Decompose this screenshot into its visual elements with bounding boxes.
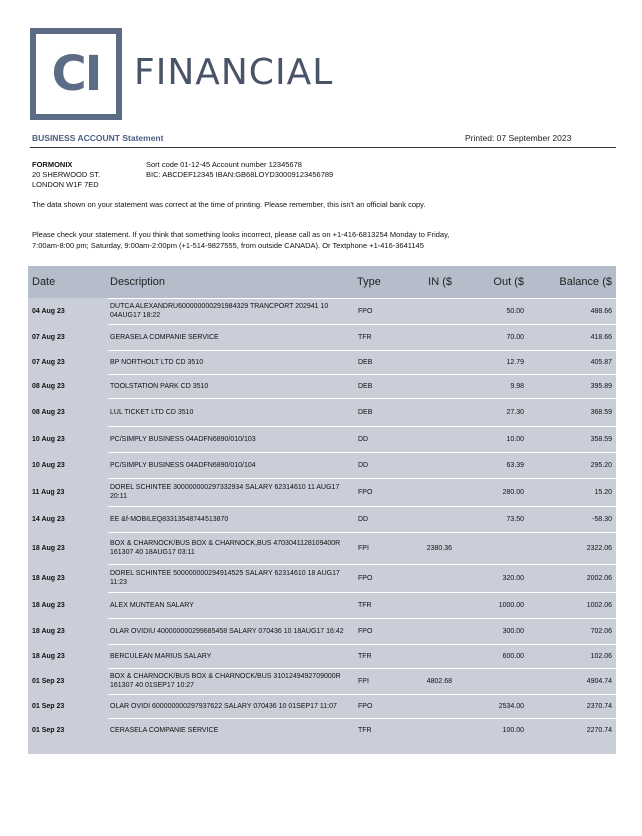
row-type: DEB [358, 409, 373, 416]
row-separator [108, 398, 616, 399]
table-row [28, 718, 616, 742]
row-date: 10 Aug 23 [32, 436, 65, 443]
row-description: TOOLSTATION PARK CD 3510 [110, 383, 209, 390]
header-balance: Balance ($ [559, 276, 612, 288]
logo-mark-text: CI [51, 46, 101, 102]
row-description: GERASELA COMPANIE SERVICE [110, 334, 219, 341]
row-balance: 2002.06 [586, 575, 612, 582]
row-description: DOREL SCHINTEE 500000000294914525 SALARY 62314610 18 AUG17 11:23 [110, 570, 340, 586]
row-out: 1000.00 [498, 602, 524, 609]
row-out: 70.00 [506, 334, 524, 341]
row-out: 100.00 [502, 727, 524, 734]
row-balance: 2270.74 [586, 727, 612, 734]
row-separator [108, 350, 616, 351]
row-type: DD [358, 516, 369, 523]
row-balance: 102.06 [590, 653, 612, 660]
row-separator [108, 506, 616, 507]
table-row [28, 298, 616, 324]
row-out: 50.00 [506, 308, 524, 315]
row-type: FPO [358, 575, 373, 582]
row-date: 01 Sep 23 [32, 678, 65, 685]
row-description: DUTCA ALEXANDRU600000000291984329 TRANCPORT 202941 10 04AUG17 18:22 [110, 303, 329, 319]
header-description: Description [110, 276, 166, 288]
row-balance: 1002.06 [586, 602, 612, 609]
table-row [28, 324, 616, 350]
row-date: 01 Sep 23 [32, 703, 65, 710]
row-balance: 368.59 [590, 409, 612, 416]
logo-mark [30, 28, 122, 120]
row-balance: 358.59 [590, 436, 612, 443]
row-description: PC/SIMPLY BUSINESS 04ADFN6890/010/103 [110, 436, 256, 443]
row-description: BERCULEAN MARIUS SALARY [110, 653, 212, 660]
table-row [28, 398, 616, 426]
row-date: 18 Aug 23 [32, 545, 65, 552]
table-row [28, 374, 616, 398]
row-type: FPI [358, 678, 369, 685]
row-type: DD [358, 462, 369, 469]
row-separator [108, 718, 616, 719]
row-type: FPI [358, 545, 369, 552]
row-date: 11 Aug 23 [32, 489, 65, 496]
row-balance: 395.89 [590, 383, 612, 390]
row-separator [108, 644, 616, 645]
row-balance: 405.87 [590, 359, 612, 366]
row-type: FPO [358, 489, 373, 496]
printed-date: Printed: 07 September 2023 [465, 133, 572, 143]
row-date: 14 Aug 23 [32, 516, 65, 523]
table-row [28, 506, 616, 532]
row-description: OLAR OVIDIU 400000000299685458 SALARY 070436 10 18AUG17 16:42 [110, 628, 344, 635]
bank-details [146, 160, 333, 180]
row-description: PC/SIMPLY BUSINESS 04ADFN6890/010/104 [110, 462, 256, 469]
row-type: TFR [358, 727, 372, 734]
row-description: BOX & CHARNOCK/BUS BOX & CHARNOCK,BUS 4703041128109400R 161307 40 18AUG17 03:11 [110, 540, 341, 556]
row-type: DD [358, 436, 369, 443]
row-description: EE &f-MOBILEQ83313548744513870 [110, 516, 229, 523]
contact-note: Please check your statement. If you think that something looks incorrect, please call as on +1-416-6813254 Monday to Friday, 7:00am-8:00 pm; Saturday, 9:00am-2:00pm (+1-514-9827555, from outside CANADA). Or Textphone +1-416-3641145 [32, 230, 450, 250]
header-in: IN ($ [428, 276, 452, 288]
company-name: FORMONIX [32, 160, 73, 169]
transactions-table [28, 266, 616, 754]
row-type: DEB [358, 383, 373, 390]
table-row [28, 350, 616, 374]
row-type: FPO [358, 628, 373, 635]
address-line-1: 20 SHERWOOD ST. [32, 170, 101, 179]
row-out: 27.30 [506, 409, 524, 416]
row-balance: 295.20 [590, 462, 612, 469]
row-date: 08 Aug 23 [32, 409, 65, 416]
header-type: Type [357, 276, 381, 288]
row-balance: -58.30 [592, 516, 612, 523]
row-description: OLAR OVIDI 600000000297937622 SALARY 070436 10 01SEP17 11:07 [110, 703, 337, 710]
table-row [28, 426, 616, 452]
row-description: BOX & CHARNOCK/BUS BOX & CHARNOCK/BUS 3101249492709000R 161307 40 01SEP17 10:27 [110, 673, 341, 689]
row-separator [108, 564, 616, 565]
row-balance: 702.06 [590, 628, 612, 635]
table-row [28, 694, 616, 718]
table-row [28, 644, 616, 668]
row-description: LUL TICKET LTD CD 3510 [110, 409, 194, 416]
row-out: 9.98 [510, 383, 524, 390]
row-out: 280.00 [502, 489, 524, 496]
row-out: 2534.00 [498, 703, 524, 710]
row-date: 07 Aug 23 [32, 359, 65, 366]
row-separator [108, 478, 616, 479]
row-date: 18 Aug 23 [32, 602, 65, 609]
row-description: DOREL SCHINTEE 300000000297332934 SALARY 62314610 11 AUG17 20:11 [110, 484, 340, 500]
header-out: Out ($ [493, 276, 524, 288]
table-header [28, 266, 616, 298]
header-divider [30, 147, 616, 148]
statement-title: BUSINESS ACCOUNT Statement [32, 133, 164, 143]
row-balance: 418.66 [590, 334, 612, 341]
row-balance: 2322.06 [586, 545, 612, 552]
row-separator [108, 618, 616, 619]
address-line-2: LONDON W1F 7ED [32, 180, 99, 189]
row-balance: 2370.74 [586, 703, 612, 710]
row-out: 63.39 [506, 462, 524, 469]
row-out: 600.00 [502, 653, 524, 660]
row-out: 12.79 [506, 359, 524, 366]
table-row [28, 668, 616, 694]
row-date: 07 Aug 23 [32, 334, 65, 341]
row-description: CERASELA COMPANIE SERVICE [110, 727, 219, 734]
row-separator [108, 324, 616, 325]
row-type: TFR [358, 334, 372, 341]
table-row [28, 452, 616, 478]
row-type: TFR [358, 602, 372, 609]
row-out: 320.00 [502, 575, 524, 582]
row-date: 04 Aug 23 [32, 308, 65, 315]
table-row [28, 564, 616, 592]
row-date: 01 Sep 23 [32, 727, 65, 734]
table-row [28, 532, 616, 564]
row-separator [108, 592, 616, 593]
row-description: ALEX MUNTEAN SALARY [110, 602, 194, 609]
row-type: TFR [358, 653, 372, 660]
row-balance: 488.66 [590, 308, 612, 315]
row-out: 73.50 [506, 516, 524, 523]
row-in: 4802.68 [426, 678, 452, 685]
row-type: FPO [358, 703, 373, 710]
table-row [28, 478, 616, 506]
row-type: FPO [358, 308, 373, 315]
table-row [28, 592, 616, 618]
table-row [28, 618, 616, 644]
row-out: 10.00 [506, 436, 524, 443]
row-separator [108, 452, 616, 453]
row-type: DEB [358, 359, 373, 366]
row-date: 18 Aug 23 [32, 628, 65, 635]
company-address [32, 160, 100, 190]
row-date: 18 Aug 23 [32, 575, 65, 582]
row-separator [108, 298, 616, 299]
row-date: 10 Aug 23 [32, 462, 65, 469]
logo-name: FINANCIAL [134, 52, 334, 93]
row-separator [108, 532, 616, 533]
row-balance: 15.20 [594, 489, 612, 496]
row-date: 18 Aug 23 [32, 653, 65, 660]
row-separator [108, 694, 616, 695]
row-in: 2380.36 [426, 545, 452, 552]
row-separator [108, 668, 616, 669]
row-separator [108, 374, 616, 375]
row-date: 08 Aug 23 [32, 383, 65, 390]
sort-code-account: Sort code 01-12-45 Account number 12345678 [146, 160, 302, 169]
header-date: Date [32, 276, 56, 288]
row-separator [108, 426, 616, 427]
bic-iban: BIC: ABCDEF12345 IBAN:GB68LOYD30009123456789 [146, 170, 334, 179]
row-out: 300.00 [502, 628, 524, 635]
row-balance: 4904.74 [586, 678, 612, 685]
row-description: BP NORTHOLT LTD CD 3510 [110, 359, 204, 366]
accuracy-note: The data shown on your statement was correct at the time of printing. Please remember, this isn't an official bank copy. [32, 200, 426, 209]
